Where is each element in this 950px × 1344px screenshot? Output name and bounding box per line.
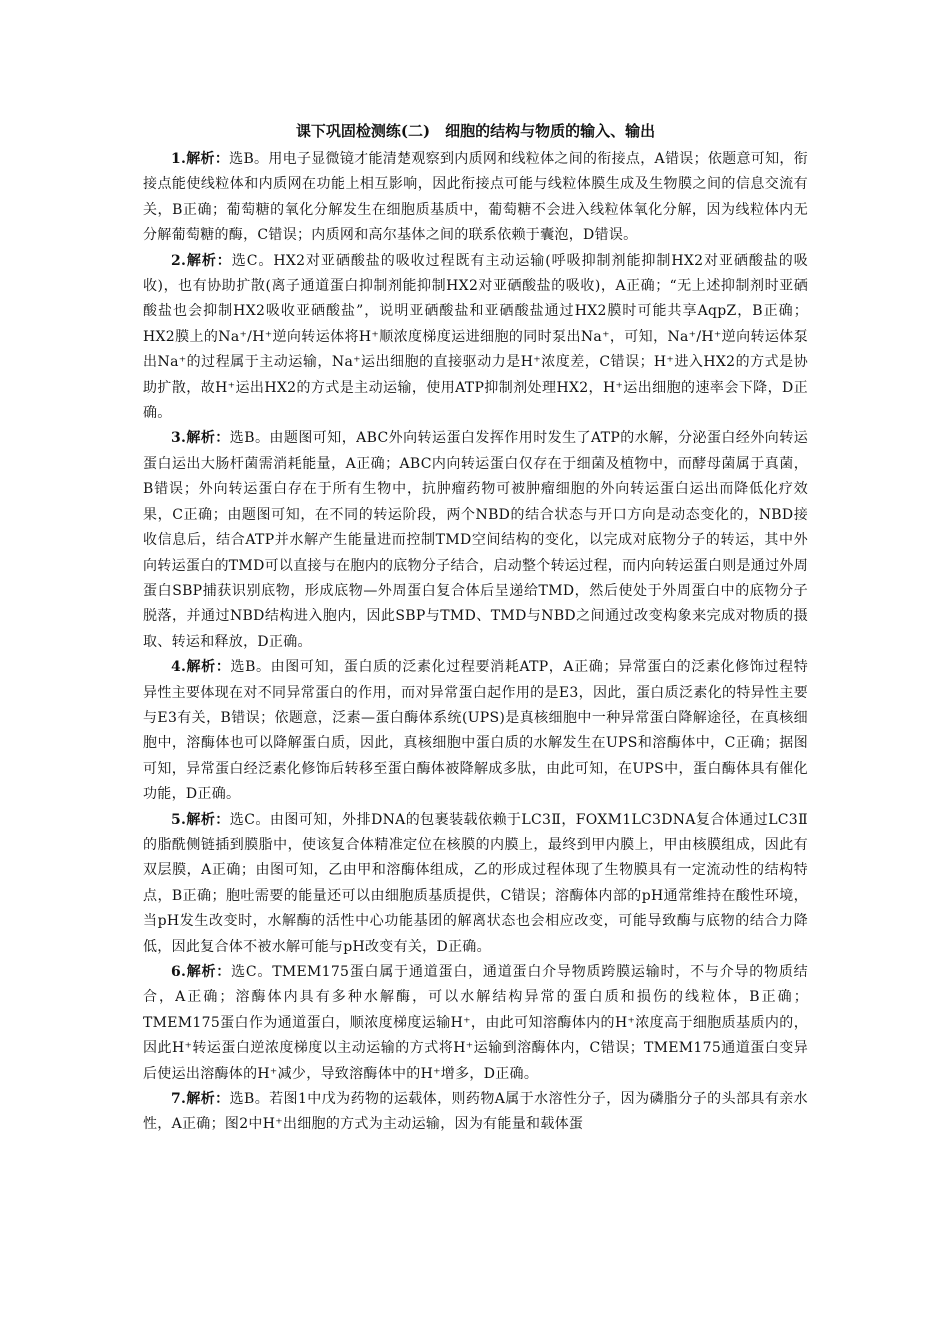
answer-item-6 — [143, 960, 808, 1087]
answer-label: 4.解析： — [171, 659, 231, 676]
answer-label: 1.解析： — [171, 151, 230, 167]
answer-item-5 — [143, 808, 808, 960]
answer-text: 选C。TMEM175蛋白属于通道蛋白，通道蛋白介导物质跨膜运输时，不与介导的物质结合，A正确；溶酶体内具有多种水解酶，可以水解结构异常的蛋白质和损伤的线粒体，B正确；TMEM175蛋白作为通道蛋白，顺浓度梯度运输H⁺，由此可知溶酶体内的H⁺浓度高于细胞质基质内的，因此H⁺转运蛋白逆浓度梯度以主动运输的方式将H⁺运输到溶酶体内，C错误；TMEM175通道蛋白变异后使运出溶酶体的H⁺减少，导致溶酶体中的H⁺增多，D正确。 — [143, 964, 808, 1082]
document-title: 课下巩固检测练(二) 细胞的结构与物质的输入、输出 — [295, 122, 656, 140]
document-page — [143, 118, 808, 1138]
answer-item-7 — [143, 1087, 808, 1138]
answer-item-2 — [143, 249, 808, 427]
answer-text: 选B。用电子显微镜才能清楚观察到内质网和线粒体之间的衔接点，A错误；依题意可知，衔接点能使线粒体和内质网在功能上相互影响，因此衔接点可能与线粒体膜生成及生物膜之间的信息交流有关，B正确；葡萄糖的氧化分解发生在细胞质基质中，葡萄糖不会进入线粒体氧化分解，因为线粒体内无分解葡萄糖的酶，C错误；内质网和高尔基体之间的联系依赖于囊泡，D错误。 — [143, 151, 808, 244]
answer-item-3 — [143, 426, 808, 655]
answer-text: 选B。由题图可知，ABC外向转运蛋白发挥作用时发生了ATP的水解，分泌蛋白经外向转运蛋白运出大肠杆菌需消耗能量，A正确；ABC内向转运蛋白仅存在于细菌及植物中，而酵母菌属于真菌，B错误；外向转运蛋白存在于所有生物中，抗肿瘤药物可被肿瘤细胞的外向转运蛋白运出而降低化疗效果，C正确；由题图可知，在不同的转运阶段，两个NBD的结合状态与开口方向是动态变化的，NBD接收信息后，结合ATP并水解产生能量进而控制TMD空间结构的变化，以完成对底物分子的转运，其中外向转运蛋白的TMD可以直接与在胞内的底物分子结合，启动整个转运过程，而内向转运蛋白则是通过外周蛋白SBP捕获识别底物，形成底物—外周蛋白复合体后呈递给TMD，然后使处于外周蛋白中的底物分子脱落，并通过NBD结构进入胞内，因此SBP与TMD、TMD与NBD之间通过改变构象来完成对物质的摄取、转运和释放，D正确。 — [143, 430, 809, 650]
answer-text: 选B。若图1中戊为药物的运载体，则药物A属于水溶性分子，因为磷脂分子的头部具有亲水性，A正确；图2中H⁺出细胞的方式为主动运输，因为有能量和载体蛋 — [143, 1091, 808, 1133]
answer-label: 6.解析： — [171, 964, 232, 980]
answer-label: 7.解析： — [171, 1091, 230, 1108]
answer-text: 选C。由图可知，外排DNA的包裹装载依赖于LC3Ⅱ，FOXM1LC3DNA复合体通过LC3Ⅱ的脂酰侧链插到膜脂中，使该复合体精准定位在核膜的内膜上，最终到甲内膜上，甲由核膜组成，因此有双层膜，A正确；由图可知，乙由甲和溶酶体组成，乙的形成过程体现了生物膜具有一定流动性的结构特点，B正确；胞吐需要的能量还可以由细胞质基质提供，C错误；溶酶体内部的pH通常维持在酸性环境，当pH发生改变时，水解酶的活性中心功能基团的解离状态也会相应改变，可能导致酶与底物的结合力降低，因此复合体不被水解可能与pH改变有关，D正确。 — [143, 811, 808, 955]
answer-item-1 — [143, 147, 808, 249]
answer-text: 选B。由图可知，蛋白质的泛素化过程要消耗ATP，A正确；异常蛋白的泛素化修饰过程特异性主要体现在对不同异常蛋白的作用，而对异常蛋白起作用的是E3，因此，蛋白质泛素化的特异性主要与E3有关，B错误；依题意，泛素—蛋白酶体系统(UPS)是真核细胞中一种异常蛋白降解途径，在真核细胞中，溶酶体也可以降解蛋白质，因此，真核细胞中蛋白质的水解发生在UPS和溶酶体中，C正确；据图可知，异常蛋白经泛素化修饰后转移至蛋白酶体被降解成多肽，由此可知，在UPS中，蛋白酶体具有催化功能，D正确。 — [143, 659, 808, 803]
answer-label: 2.解析： — [171, 252, 232, 269]
answer-label: 3.解析： — [171, 430, 230, 447]
answer-label: 5.解析： — [171, 811, 230, 828]
answer-text: 选C。HX2对亚硒酸盐的吸收过程既有主动运输(呼吸抑制剂能抑制HX2对亚硒酸盐的吸收)，也有协助扩散(离子通道蛋白抑制剂能抑制HX2对亚硒酸盐的吸收)，A正确；“无上述抑制剂时亚硒酸盐也会抑制HX2吸收亚硒酸盐”，说明亚硒酸盐和亚硒酸盐通过HX2膜时可能共享AqpZ，B正确；HX2膜上的Na⁺/H⁺逆向转运体将H⁺顺浓度梯度运进细胞的同时泵出Na⁺，可知，Na⁺/H⁺逆向转运体泵出Na⁺的过程属于主动运输，Na⁺运出细胞的直接驱动力是H⁺浓度差，C错误；H⁺进入HX2的方式是协助扩散，故H⁺运出HX2的方式是主动运输，使用ATP抑制剂处理HX2，H⁺运出细胞的速率会下降，D正确。 — [143, 252, 808, 422]
answer-item-4 — [143, 655, 808, 807]
